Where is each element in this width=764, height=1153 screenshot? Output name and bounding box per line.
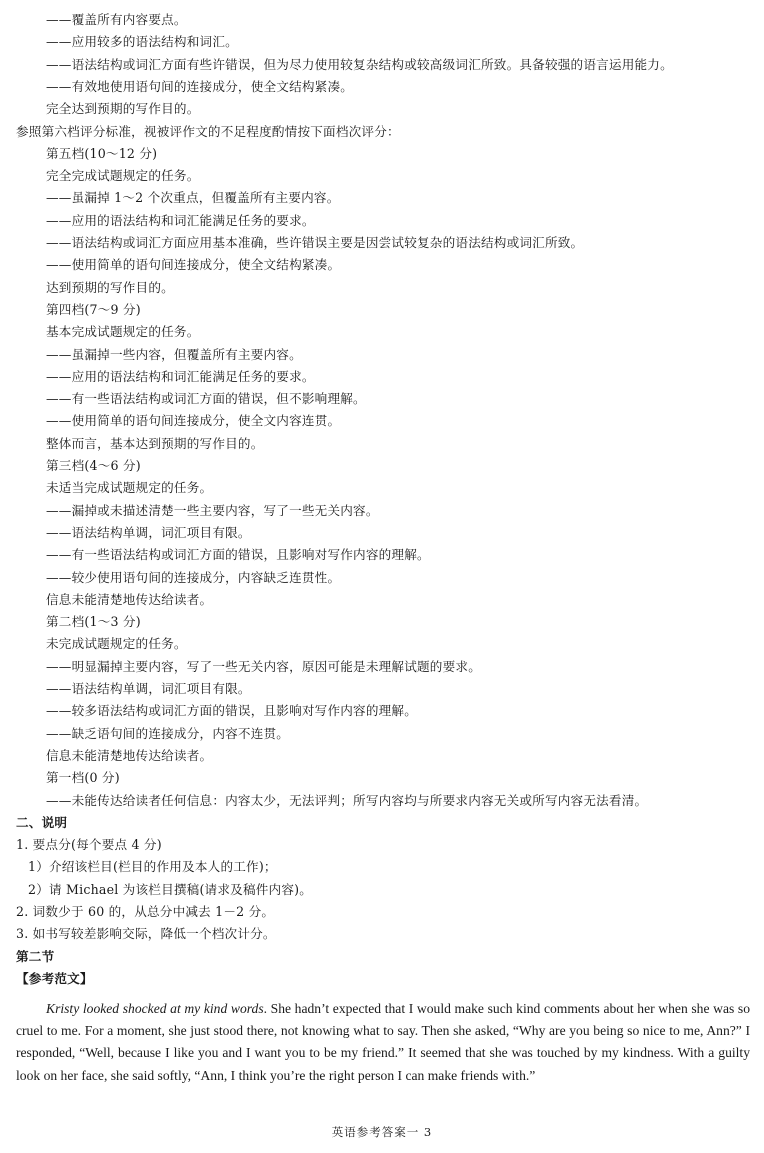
text-line: ——虽漏掉 1～2 个次重点，但覆盖所有主要内容。 (46, 190, 340, 206)
page-footer: 英语参考答案一 3 (331, 1125, 433, 1139)
text-line: 第一档(0 分) (46, 770, 120, 786)
text-line: 第二档(1～3 分) (46, 614, 141, 630)
text-line: 完全完成试题规定的任务。 (46, 168, 200, 184)
text-line: ——应用的语法结构和词汇能满足任务的要求。 (46, 368, 315, 384)
essay-opening: Kristy looked shocked at my kind words (46, 1001, 264, 1016)
text-line: ——较少使用语句间的连接成分，内容缺乏连贯性。 (46, 569, 341, 585)
section-heading: 二、说明 (16, 814, 68, 830)
text-line: ——有一些语法结构或词汇方面的错误，且影响对写作内容的理解。 (46, 547, 430, 563)
text-line: 整体而言，基本达到预期的写作目的。 (46, 435, 264, 451)
text-line: 未完成试题规定的任务。 (46, 636, 187, 652)
text-line: ——漏掉或未描述清楚一些主要内容，写了一些无关内容。 (46, 502, 379, 518)
text-line: ——虽漏掉一些内容，但覆盖所有主要内容。 (46, 346, 302, 362)
text-line: 未适当完成试题规定的任务。 (46, 480, 213, 496)
essay-body: . She hadn’t expected that I would make such kind comments about her when she was so cruel to me. For a moment, she just stood there, not knowing what to say. Then she asked, “Why are you being so nice to me, Ann?” I responded, “Well, because I like you and I want you to be my friend.” It seemed that she was touched by my kindness. With a guilty look on her face, she said softly, “Ann, I think you’re the right person I can make friends with.” (16, 1001, 750, 1083)
text-line: 达到预期的写作目的。 (46, 279, 174, 295)
text-line: ——明显漏掉主要内容，写了一些无关内容，原因可能是未理解试题的要求。 (46, 658, 481, 674)
text-line: ——语法结构或词汇方面有些许错误，但为尽力使用较复杂结构或较高级词汇所致。具备较强的语言运用能力。 (46, 56, 673, 72)
text-line: ——缺乏语句间的连接成分，内容不连贯。 (46, 725, 290, 741)
text-line: 信息未能清楚地传达给读者。 (46, 591, 213, 607)
text-line: 2. 词数少于 60 的，从总分中减去 1－2 分。 (16, 904, 275, 919)
text-line: 基本完成试题规定的任务。 (46, 324, 200, 340)
text-line: 第五档(10～12 分) (46, 145, 158, 161)
text-line: 完全达到预期的写作目的。 (46, 101, 200, 117)
reference-essay (16, 998, 750, 1087)
text-line: ——语法结构单调，词汇项目有限。 (46, 524, 251, 540)
section-heading: 【参考范文】 (16, 970, 93, 986)
text-line: ——使用简单的语句间连接成分，使全文结构紧凑。 (46, 257, 341, 273)
text-line: ——有效地使用语句间的连接成分，使全文结构紧凑。 (46, 78, 354, 94)
text-line: ——应用的语法结构和词汇能满足任务的要求。 (46, 212, 315, 228)
text-line: 1）介绍该栏目(栏目的作用及本人的工作)； (28, 859, 277, 875)
text-line: ——语法结构单调，词汇项目有限。 (46, 681, 251, 696)
text-line: 2）请 Michael 为该栏目撰稿(请求及稿件内容)。 (28, 881, 313, 897)
text-line: 第四档(7～9 分) (46, 301, 141, 317)
section-heading: 第二节 (16, 948, 55, 964)
text-line: 第三档(4～6 分) (46, 458, 141, 473)
text-line: ——应用较多的语法结构和词汇。 (46, 34, 238, 50)
text-line: ——有一些语法结构或词汇方面的错误，但不影响理解。 (46, 391, 366, 407)
text-line: 1. 要点分(每个要点 4 分) (16, 837, 162, 853)
text-line: ——较多语法结构或词汇方面的错误，且影响对写作内容的理解。 (46, 703, 418, 719)
text-line: ——覆盖所有内容要点。 (46, 12, 187, 27)
text-line: ——使用简单的语句间连接成分，使全文内容连贯。 (46, 413, 341, 429)
text-line: ——未能传达给读者任何信息：内容太少，无法评判；所写内容均与所要求内容无关或所写内容无法看清。 (46, 792, 648, 808)
text-line: ——语法结构或词汇方面应用基本准确，些许错误主要是因尝试较复杂的语法结构或词汇所致。 (46, 235, 584, 250)
text-line: 参照第六档评分标准，视被评作文的不足程度酌情按下面档次评分： (16, 123, 400, 139)
text-line: 3. 如书写较差影响交际，降低一个档次计分。 (16, 926, 276, 942)
text-line: 信息未能清楚地传达给读者。 (46, 747, 213, 763)
